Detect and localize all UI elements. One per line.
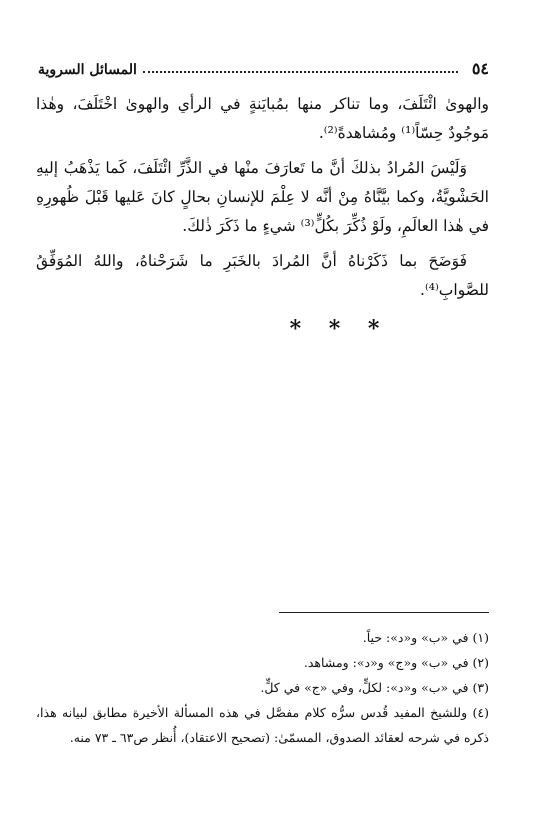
dotted-leader	[143, 71, 458, 73]
paragraph-3: فَوَضَحَ بما ذَكَرْناهُ أنَّ المُرادَ بالخَبَرِ ما شَرَحْناهُ، واللهُ المُوَفِّقُ للصَّوابِ⁽⁴⁾.	[36, 252, 489, 299]
footnote-2: (٢) في «ب» و«ج» و«د»: ومشاهد.	[303, 655, 489, 670]
paragraph-1: والهوىٰ ائْتَلَفَ، وما تناكر منها بمُبايَنةٍ في الرأي والهوىٰ اخْتَلَفَ، وهٰذا مَوجُودٌ حِسّاً⁽¹⁾ ومُشاهدةً⁽²⁾.	[36, 95, 489, 142]
paragraph-2: وَلَيْسَ المُرادُ بذلكَ أنَّ ما تَعارَفَ منْها في الذَّرِّ ائْتَلَفَ، كَما يَذْهَبُ إليهِ الحَشْويَّةُ، وكما بيَّنَّاهُ مِنْ أنَّه لا عِلْمَ للإنسانِ بحالٍ كانَ عَليها قَبْلَ ظُهورِهِ في هٰذا العالَمِ، ولَوْ ذُكِّرَ بكُلٍّ⁽³⁾ شيءٍ ما ذَكَرَ ذٰلكَ.	[36, 159, 489, 235]
footnote-1: (١) في «ب» و«د»: حياً.	[362, 630, 489, 645]
footnote-4: (٤) وللشيخ المفيد قُدس سرُّه كلام مفصَّل في هذه المسألة الأخيرة مطابق لبيانه هذا، ذكره في شرحه لعقائد الصدوق، المسمّىٰ: (تصحيح الاعتقاد)، أُنظر ص٦٣ ـ ٧٣ منه.	[36, 705, 489, 745]
page-number: ٥٤	[471, 59, 489, 78]
section-separator: * * *	[289, 316, 390, 342]
page-header	[38, 52, 489, 78]
footnotes	[36, 625, 489, 750]
running-title: المسائل السروية	[38, 62, 137, 78]
footnote-rule	[279, 612, 489, 613]
footnote-3: (٣) في «ب» و«د»: لكلٍّ، وفي «ج» في كلٍّ.	[260, 680, 489, 695]
main-text	[36, 90, 489, 305]
